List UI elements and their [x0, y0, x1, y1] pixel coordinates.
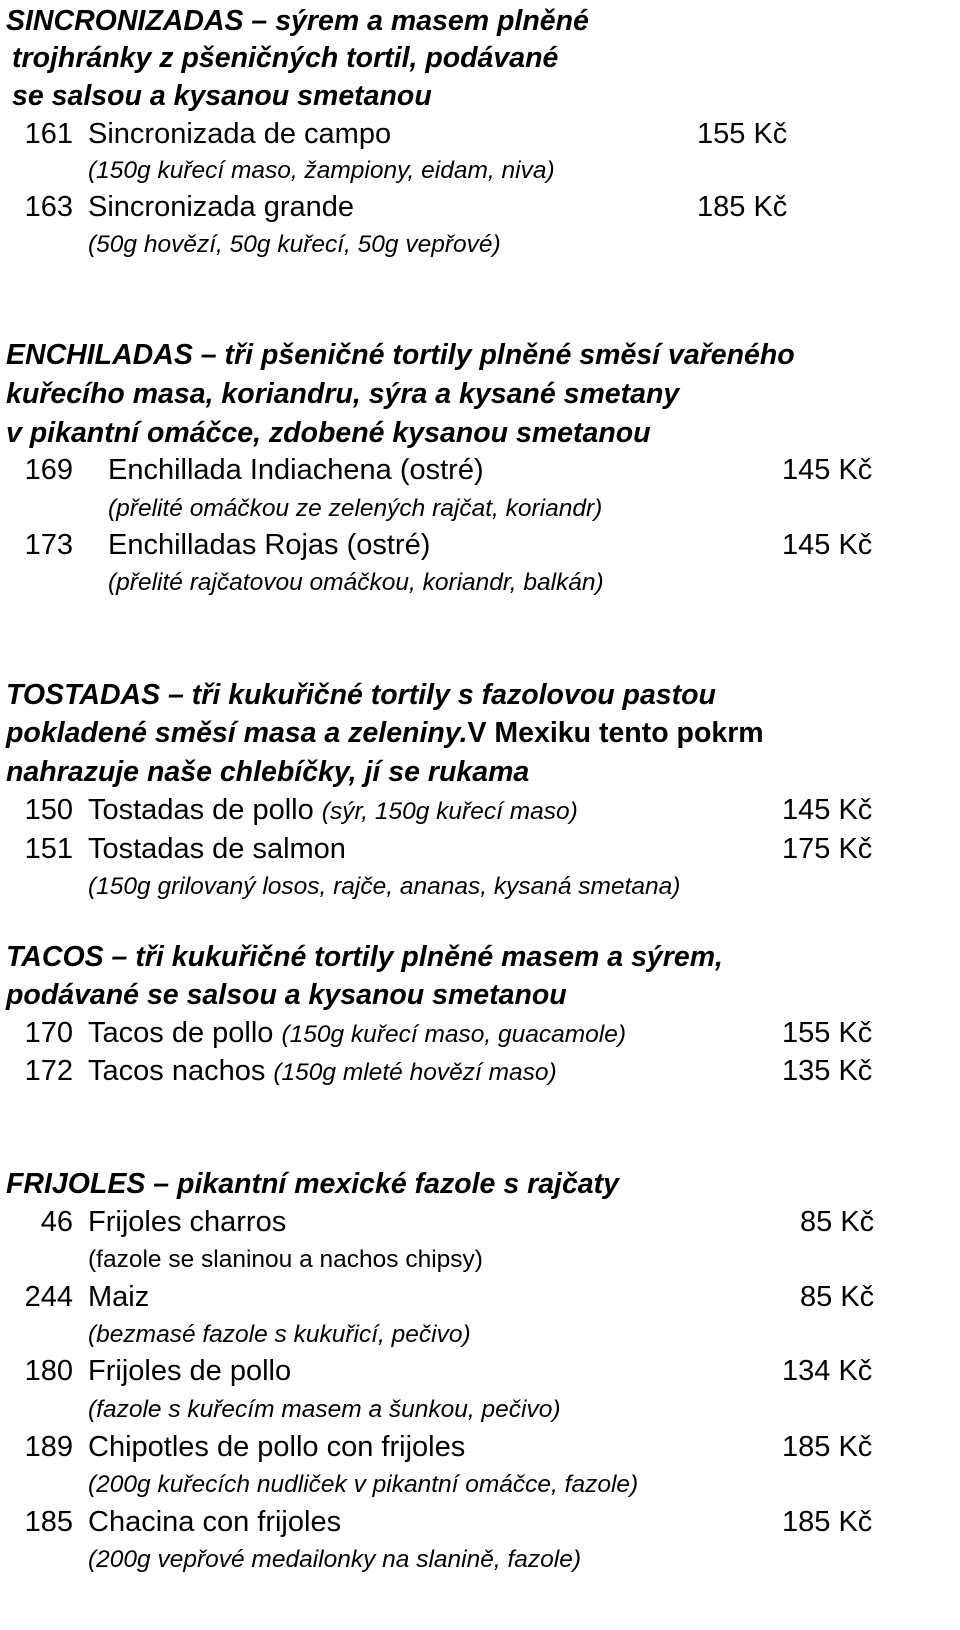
item-name: Frijoles charros — [88, 1206, 287, 1238]
item-name: Sincronizada grande — [88, 191, 355, 223]
item-number: 163 — [24, 191, 73, 223]
item-number: 173 — [24, 529, 73, 561]
item-price: 185 Kč — [782, 1506, 873, 1538]
item-description: (150g grilovaný losos, rajče, ananas, kysaná smetana) — [88, 873, 681, 900]
section-heading-part: pokladené směsí masa a zeleniny. — [6, 717, 468, 749]
item-price: 155 Kč — [697, 118, 788, 150]
section-heading: trojhránky z pšeničných tortil, podávané — [12, 42, 559, 74]
section-heading: TACOS – tři kukuřičné tortily plněné masem a sýrem, — [6, 941, 723, 973]
item-price: 85 Kč — [800, 1206, 875, 1238]
item-name: Tostadas de salmon — [88, 833, 346, 865]
item-inline-description: (150g mleté hovězí maso) — [273, 1059, 557, 1086]
item-price: 134 Kč — [782, 1355, 873, 1387]
section-heading-part: V Mexiku tento pokrm — [467, 717, 764, 749]
item-description: (přelité rajčatovou omáčkou, koriandr, balkán) — [108, 569, 604, 596]
item-name: Enchilladas Rojas (ostré) — [108, 529, 431, 561]
item-inline-description: (sýr, 150g kuřecí maso) — [321, 798, 578, 825]
section-heading: ENCHILADAS – tři pšeničné tortily plněné směsí vařeného — [6, 339, 795, 371]
item-number: 151 — [24, 833, 73, 865]
section-heading: TOSTADAS – tři kukuřičné tortily s fazolovou pastou — [6, 679, 716, 711]
item-price: 145 Kč — [782, 794, 873, 826]
item-number: 180 — [24, 1355, 73, 1387]
item-price: 145 Kč — [782, 529, 873, 561]
item-name: Chacina con frijoles — [88, 1506, 342, 1538]
item-name-text: Tacos de pollo — [88, 1017, 274, 1049]
item-number: 150 — [24, 794, 73, 826]
item-description: (150g kuřecí maso, žampiony, eidam, niva) — [88, 157, 555, 184]
item-number: 172 — [24, 1055, 73, 1087]
item-number: 169 — [24, 454, 73, 486]
section-heading: podávané se salsou a kysanou smetanou — [6, 979, 567, 1011]
section-heading: v pikantní omáčce, zdobené kysanou smetanou — [6, 417, 651, 449]
item-description: (200g kuřecích nudliček v pikantní omáčce, fazole) — [88, 1471, 639, 1498]
item-name: Maiz — [88, 1281, 150, 1313]
item-description: (fazole s kuřecím masem a šunkou, pečivo) — [88, 1396, 561, 1423]
section-heading: se salsou a kysanou smetanou — [12, 80, 432, 112]
item-number: 46 — [40, 1206, 73, 1238]
item-price: 135 Kč — [782, 1055, 873, 1087]
item-name-text: Tostadas de pollo — [88, 794, 314, 826]
item-number: 189 — [24, 1431, 73, 1463]
item-description: (50g hovězí, 50g kuřecí, 50g vepřové) — [88, 231, 501, 258]
section-heading: nahrazuje naše chlebíčky, jí se rukama — [6, 756, 530, 788]
section-heading: SINCRONIZADAS – sýrem a masem plněné — [6, 5, 589, 37]
item-price: 185 Kč — [697, 191, 788, 223]
item-name: Frijoles de pollo — [88, 1355, 292, 1387]
item-description: (bezmasé fazole s kukuřicí, pečivo) — [88, 1321, 471, 1348]
section-heading: FRIJOLES – pikantní mexické fazole s rajčaty — [6, 1168, 620, 1200]
item-price: 185 Kč — [782, 1431, 873, 1463]
item-name: Sincronizada de campo — [88, 118, 392, 150]
item-name — [88, 793, 578, 829]
item-name — [88, 1054, 557, 1090]
item-price: 85 Kč — [800, 1281, 875, 1313]
item-description: (200g vepřové medailonky na slanině, fazole) — [88, 1546, 582, 1573]
section-heading: kuřecího masa, koriandru, sýra a kysané smetany — [6, 378, 680, 410]
section-heading — [6, 716, 764, 750]
item-number: 244 — [24, 1281, 73, 1313]
item-number: 161 — [24, 118, 73, 150]
item-description: (fazole se slaninou a nachos chipsy) — [88, 1246, 483, 1273]
item-description: (přelité omáčkou ze zelených rajčat, koriandr) — [108, 495, 603, 522]
item-inline-description: (150g kuřecí maso, guacamole) — [281, 1021, 626, 1048]
item-name: Chipotles de pollo con frijoles — [88, 1431, 466, 1463]
item-price: 155 Kč — [782, 1017, 873, 1049]
item-name: Enchillada Indiachena (ostré) — [108, 454, 484, 486]
item-price: 175 Kč — [782, 833, 873, 865]
item-price: 145 Kč — [782, 454, 873, 486]
item-name — [88, 1016, 626, 1052]
item-name-text: Tacos nachos — [88, 1055, 266, 1087]
item-number: 170 — [24, 1017, 73, 1049]
item-number: 185 — [24, 1506, 73, 1538]
